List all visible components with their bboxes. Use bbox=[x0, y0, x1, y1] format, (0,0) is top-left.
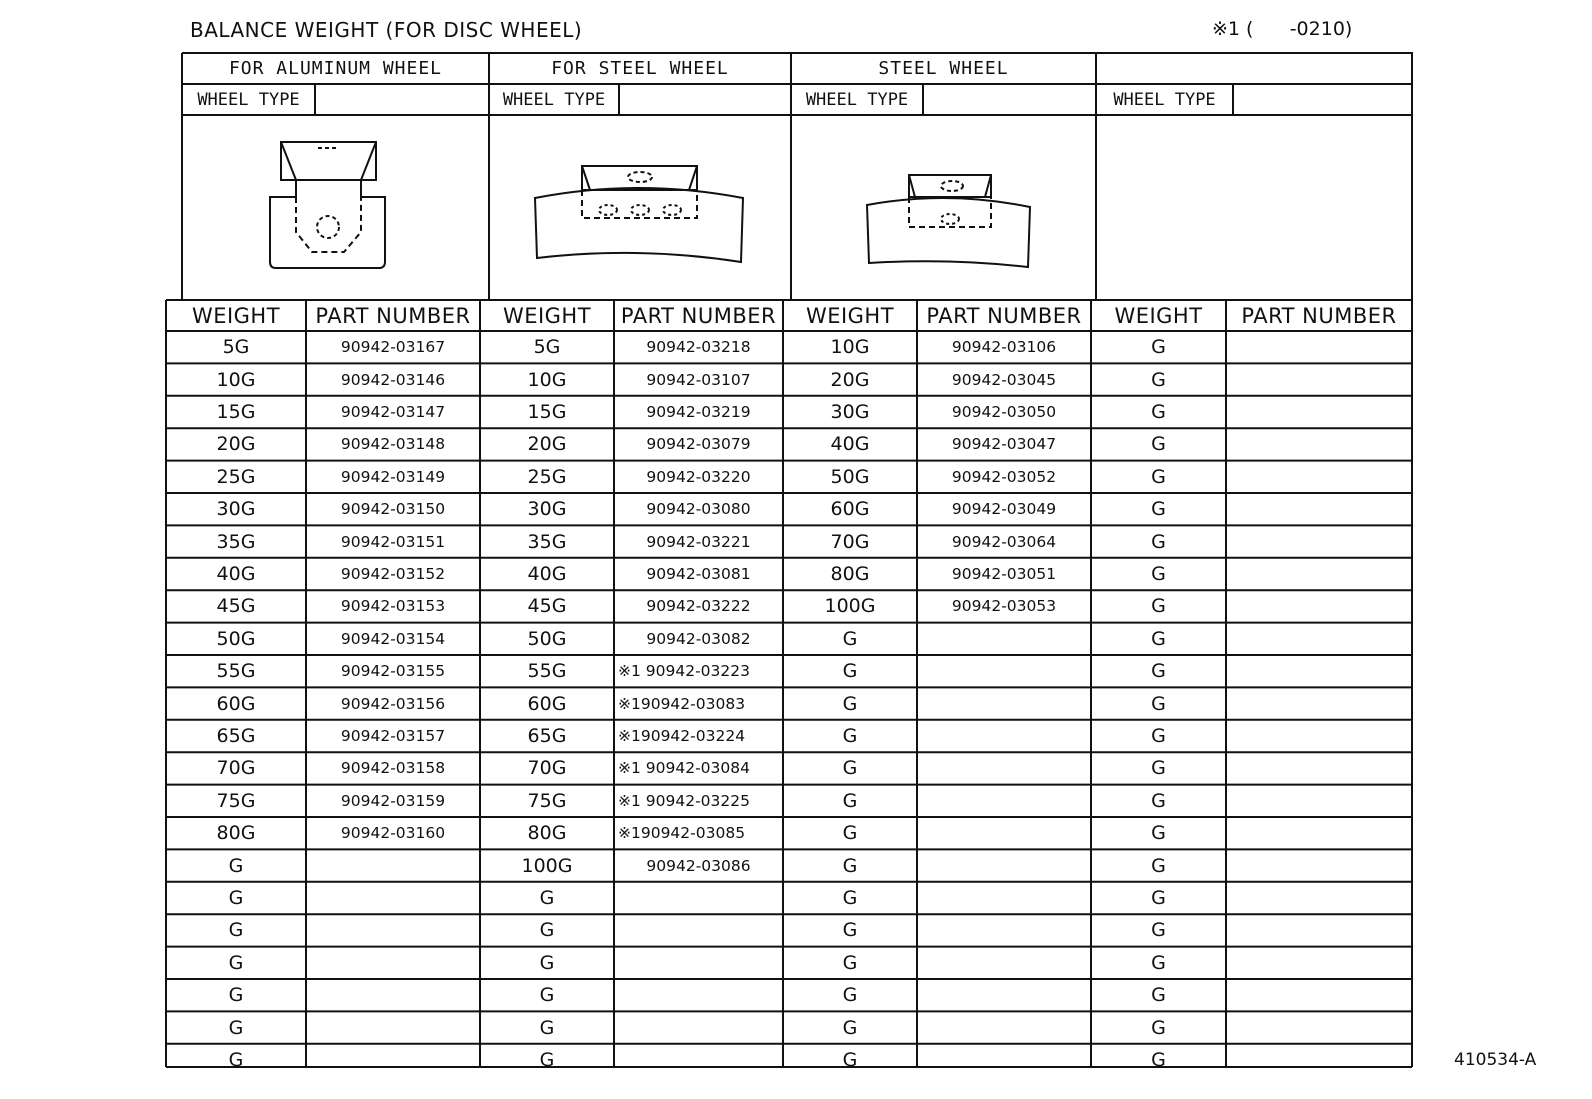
weight-cell: G bbox=[842, 951, 858, 974]
part-number-cell: 90942-03150 bbox=[340, 500, 446, 519]
weight-cell: 80G bbox=[830, 562, 870, 585]
weight-cell: G bbox=[228, 951, 244, 974]
weight-cell: G bbox=[1151, 724, 1166, 747]
part-number-cell: 90942-03049 bbox=[951, 500, 1057, 519]
part-number-cell bbox=[1226, 461, 1412, 493]
weight-cell: G bbox=[1151, 854, 1166, 877]
part-number-cell bbox=[306, 849, 480, 881]
part-number-cell bbox=[917, 882, 1091, 914]
weight-cell: G bbox=[842, 919, 858, 942]
weight-cell: G bbox=[539, 919, 555, 942]
part-number-cell bbox=[306, 882, 480, 914]
weight-cell: 75G bbox=[216, 789, 256, 812]
weight-cell: 70G bbox=[830, 530, 870, 553]
weight-cell: G bbox=[842, 692, 858, 715]
part-number-cell: 90942-03086 bbox=[646, 856, 751, 875]
weight-cell: 55G bbox=[527, 660, 567, 683]
part-number-cell bbox=[1226, 590, 1412, 622]
figure-code: 410534-A bbox=[1454, 1050, 1537, 1070]
part-number-cell bbox=[917, 1011, 1091, 1043]
part-number-cell: ※190942-03083 bbox=[618, 694, 746, 713]
weight-cell: G bbox=[1151, 1048, 1166, 1071]
part-number-cell bbox=[917, 817, 1091, 849]
weight-cell: G bbox=[228, 919, 244, 942]
part-number-cell bbox=[1226, 558, 1412, 590]
wheel-type-label: WHEEL TYPE bbox=[197, 89, 300, 110]
weight-cell: G bbox=[1151, 562, 1166, 585]
weight-cell: G bbox=[842, 757, 858, 780]
part-number-cell bbox=[1226, 914, 1412, 946]
part-number-cell: 90942-03151 bbox=[340, 532, 446, 551]
weight-cell: G bbox=[1151, 757, 1166, 780]
weight-cell: G bbox=[539, 984, 555, 1007]
part-number-cell bbox=[1226, 1044, 1412, 1076]
part-number-cell bbox=[917, 914, 1091, 946]
weight-cell: 70G bbox=[527, 757, 567, 780]
weight-cell: 100G bbox=[521, 854, 573, 877]
weight-cell: G bbox=[842, 627, 858, 650]
part-number-cell: 90942-03080 bbox=[646, 500, 751, 519]
weight-cell: 60G bbox=[216, 692, 256, 715]
part-number-cell: 90942-03157 bbox=[340, 726, 446, 745]
clip-on-weight-aluminum-icon bbox=[270, 142, 385, 268]
section-heading-steel: FOR STEEL WHEEL bbox=[551, 58, 729, 79]
part-number-cell bbox=[1226, 849, 1412, 881]
part-number-cell bbox=[1226, 493, 1412, 525]
weight-cell: 5G bbox=[533, 336, 561, 359]
part-number-cell bbox=[917, 849, 1091, 881]
part-number-cell: 90942-03152 bbox=[340, 564, 446, 583]
part-number-cell bbox=[1226, 979, 1412, 1011]
part-number-column-header: PART NUMBER bbox=[926, 303, 1082, 328]
weight-cell: 55G bbox=[216, 660, 256, 683]
part-number-column-header: PART NUMBER bbox=[315, 303, 471, 328]
part-number-cell: 90942-03160 bbox=[340, 824, 446, 843]
part-number-cell bbox=[1226, 525, 1412, 557]
part-number-cell bbox=[306, 979, 480, 1011]
wheel-type-value bbox=[619, 84, 791, 115]
weight-cell: G bbox=[1151, 692, 1166, 715]
weight-cell: G bbox=[1151, 465, 1166, 488]
part-number-cell: 90942-03222 bbox=[646, 597, 751, 616]
weight-cell: 60G bbox=[527, 692, 567, 715]
part-number-cell bbox=[614, 947, 783, 979]
part-number-cell bbox=[1226, 1011, 1412, 1043]
weight-cell: 65G bbox=[216, 724, 256, 747]
part-number-cell: ※1 90942-03223 bbox=[618, 662, 750, 681]
weight-cell: G bbox=[1151, 951, 1166, 974]
section-heading-blank bbox=[1096, 53, 1412, 84]
part-number-cell bbox=[917, 687, 1091, 719]
weight-column-header: WEIGHT bbox=[502, 303, 592, 328]
part-number-cell bbox=[917, 1044, 1091, 1076]
weight-cell: G bbox=[1151, 886, 1166, 909]
weight-cell: 50G bbox=[830, 465, 870, 488]
weight-cell: 70G bbox=[216, 757, 256, 780]
weight-cell: 15G bbox=[216, 400, 256, 423]
page-title: BALANCE WEIGHT (FOR DISC WHEEL) bbox=[190, 18, 583, 42]
part-number-cell: 90942-03155 bbox=[340, 662, 446, 681]
part-number-cell: 90942-03047 bbox=[951, 435, 1057, 454]
weight-cell: 10G bbox=[527, 368, 567, 391]
part-number-cell bbox=[1226, 655, 1412, 687]
part-number-cell bbox=[1226, 363, 1412, 395]
part-number-cell bbox=[917, 752, 1091, 784]
weight-cell: G bbox=[1151, 919, 1166, 942]
part-number-cell: ※1 90942-03225 bbox=[618, 791, 750, 810]
part-number-cell: 90942-03154 bbox=[340, 629, 446, 648]
wheel-type-value bbox=[315, 84, 489, 115]
weight-cell: G bbox=[842, 789, 858, 812]
weight-cell: G bbox=[1151, 530, 1166, 553]
part-number-cell: 90942-03158 bbox=[340, 759, 446, 778]
weight-column-header: WEIGHT bbox=[1114, 303, 1203, 328]
part-number-cell bbox=[306, 947, 480, 979]
weight-cell: 25G bbox=[527, 465, 567, 488]
wheel-type-label: WHEEL TYPE bbox=[502, 89, 606, 110]
section-heading-steel-wheel: STEEL WHEEL bbox=[878, 58, 1009, 79]
part-number-cell: ※190942-03224 bbox=[618, 726, 746, 745]
part-number-column-header: PART NUMBER bbox=[1241, 303, 1397, 328]
part-number-cell bbox=[614, 914, 783, 946]
part-number-cell: 90942-03147 bbox=[340, 402, 446, 421]
part-number-cell: 90942-03051 bbox=[951, 564, 1057, 583]
weight-cell: 15G bbox=[527, 400, 567, 423]
weight-cell: G bbox=[539, 951, 555, 974]
weight-cell: G bbox=[228, 1048, 244, 1071]
weight-cell: 45G bbox=[527, 595, 567, 618]
weight-cell: G bbox=[1151, 822, 1166, 845]
weight-cell: G bbox=[842, 984, 858, 1007]
weight-cell: 65G bbox=[527, 724, 567, 747]
weight-cell: 30G bbox=[830, 400, 870, 423]
weight-cell: 40G bbox=[830, 433, 870, 456]
part-number-cell: 90942-03106 bbox=[951, 338, 1057, 357]
part-number-cell bbox=[1226, 428, 1412, 460]
part-number-cell bbox=[917, 655, 1091, 687]
weight-cell: 75G bbox=[527, 789, 567, 812]
weight-cell: G bbox=[539, 1048, 555, 1071]
part-number-cell: 90942-03079 bbox=[646, 435, 751, 454]
weight-cell: 40G bbox=[216, 562, 256, 585]
part-number-cell: ※190942-03085 bbox=[618, 824, 746, 843]
weight-cell: 30G bbox=[527, 498, 567, 521]
part-number-cell bbox=[614, 1044, 783, 1076]
weight-cell: G bbox=[228, 854, 244, 877]
part-number-cell bbox=[614, 979, 783, 1011]
weight-cell: 20G bbox=[216, 433, 256, 456]
part-number-cell: 90942-03064 bbox=[951, 532, 1057, 551]
weight-cell: 20G bbox=[830, 368, 870, 391]
part-number-cell bbox=[1226, 396, 1412, 428]
weight-cell: 25G bbox=[216, 465, 256, 488]
part-number-cell: 90942-03156 bbox=[340, 694, 446, 713]
part-number-cell: 90942-03159 bbox=[340, 791, 446, 810]
part-number-cell bbox=[1226, 882, 1412, 914]
weight-cell: G bbox=[842, 1048, 858, 1071]
part-number-column-header: PART NUMBER bbox=[620, 303, 777, 328]
part-number-cell: 90942-03167 bbox=[340, 338, 446, 357]
weight-cell: 80G bbox=[216, 822, 256, 845]
part-number-cell: 90942-03153 bbox=[340, 597, 446, 616]
part-number-cell: 90942-03081 bbox=[646, 564, 751, 583]
weight-cell: 60G bbox=[830, 498, 870, 521]
weight-cell: 100G bbox=[824, 595, 876, 618]
weight-cell: G bbox=[228, 886, 244, 909]
weight-cell: G bbox=[842, 854, 858, 877]
clip-on-weight-steel-small-icon bbox=[867, 175, 1030, 267]
weight-cell: G bbox=[842, 1016, 858, 1039]
weight-cell: G bbox=[1151, 595, 1166, 618]
weight-cell: 50G bbox=[527, 627, 567, 650]
weight-cell: 80G bbox=[527, 822, 567, 845]
weight-cell: G bbox=[1151, 1016, 1166, 1039]
weight-cell: G bbox=[842, 724, 858, 747]
weight-cell: G bbox=[842, 660, 858, 683]
weight-cell: G bbox=[539, 1016, 555, 1039]
part-number-cell: 90942-03052 bbox=[951, 467, 1057, 486]
weight-cell: 35G bbox=[527, 530, 567, 553]
weight-cell: G bbox=[1151, 984, 1166, 1007]
part-number-cell: 90942-03218 bbox=[646, 338, 751, 357]
part-number-cell bbox=[1226, 331, 1412, 363]
part-number-cell bbox=[1226, 720, 1412, 752]
part-number-cell bbox=[1226, 947, 1412, 979]
weight-cell: G bbox=[1151, 433, 1166, 456]
clip-on-weight-steel-icon bbox=[535, 166, 743, 262]
weight-cell: 50G bbox=[216, 627, 256, 650]
weight-column-header: WEIGHT bbox=[805, 303, 895, 328]
part-number-cell: 90942-03146 bbox=[340, 370, 446, 389]
weight-cell: G bbox=[1151, 368, 1166, 391]
weight-cell: 10G bbox=[216, 368, 256, 391]
part-number-cell bbox=[917, 979, 1091, 1011]
weight-column-header: WEIGHT bbox=[191, 303, 281, 328]
weight-cell: 30G bbox=[216, 498, 256, 521]
weight-cell: G bbox=[842, 822, 858, 845]
part-number-cell: 90942-03107 bbox=[646, 370, 751, 389]
part-number-cell: 90942-03045 bbox=[951, 370, 1057, 389]
part-number-cell bbox=[306, 1011, 480, 1043]
weight-cell: G bbox=[1151, 660, 1166, 683]
part-number-cell: 90942-03082 bbox=[646, 629, 751, 648]
weight-cell: G bbox=[228, 1016, 244, 1039]
part-number-cell: 90942-03053 bbox=[951, 597, 1057, 616]
wheel-type-label: WHEEL TYPE bbox=[805, 89, 909, 110]
part-number-cell: 90942-03149 bbox=[340, 467, 446, 486]
weight-cell: G bbox=[842, 886, 858, 909]
part-number-cell bbox=[917, 623, 1091, 655]
weight-cell: G bbox=[1151, 336, 1166, 359]
part-number-cell: 90942-03220 bbox=[646, 467, 751, 486]
weight-cell: G bbox=[1151, 789, 1166, 812]
section-heading-aluminum: FOR ALUMINUM WHEEL bbox=[228, 58, 443, 79]
part-number-cell bbox=[1226, 687, 1412, 719]
part-number-cell: 90942-03148 bbox=[340, 435, 446, 454]
weight-cell: 5G bbox=[222, 336, 250, 359]
part-number-cell: 90942-03219 bbox=[646, 402, 751, 421]
weight-cell: G bbox=[1151, 498, 1166, 521]
part-number-cell bbox=[917, 720, 1091, 752]
weight-cell: 10G bbox=[830, 336, 870, 359]
revision-note: ※1 ( -0210) bbox=[1212, 18, 1353, 40]
weight-cell: G bbox=[1151, 627, 1166, 650]
part-number-cell: 90942-03221 bbox=[646, 532, 751, 551]
part-number-cell: 90942-03050 bbox=[951, 402, 1057, 421]
part-number-cell bbox=[1226, 785, 1412, 817]
part-number-cell bbox=[1226, 817, 1412, 849]
part-number-cell bbox=[917, 947, 1091, 979]
part-number-cell bbox=[614, 882, 783, 914]
weight-cell: G bbox=[228, 984, 244, 1007]
part-number-cell bbox=[917, 785, 1091, 817]
weight-cell: 35G bbox=[216, 530, 256, 553]
weight-cell: G bbox=[539, 886, 555, 909]
part-number-cell bbox=[306, 914, 480, 946]
wheel-type-value bbox=[923, 84, 1096, 115]
weight-cell: 40G bbox=[527, 562, 567, 585]
part-number-cell bbox=[614, 1011, 783, 1043]
part-number-cell bbox=[1226, 623, 1412, 655]
part-number-cell bbox=[1226, 752, 1412, 784]
part-number-cell: ※1 90942-03084 bbox=[618, 759, 750, 778]
part-number-cell bbox=[306, 1044, 480, 1076]
weight-cell: 45G bbox=[216, 595, 256, 618]
wheel-type-value bbox=[1233, 84, 1412, 115]
weight-cell: 20G bbox=[527, 433, 567, 456]
weight-cell: G bbox=[1151, 400, 1166, 423]
wheel-type-label: WHEEL TYPE bbox=[1113, 89, 1216, 110]
